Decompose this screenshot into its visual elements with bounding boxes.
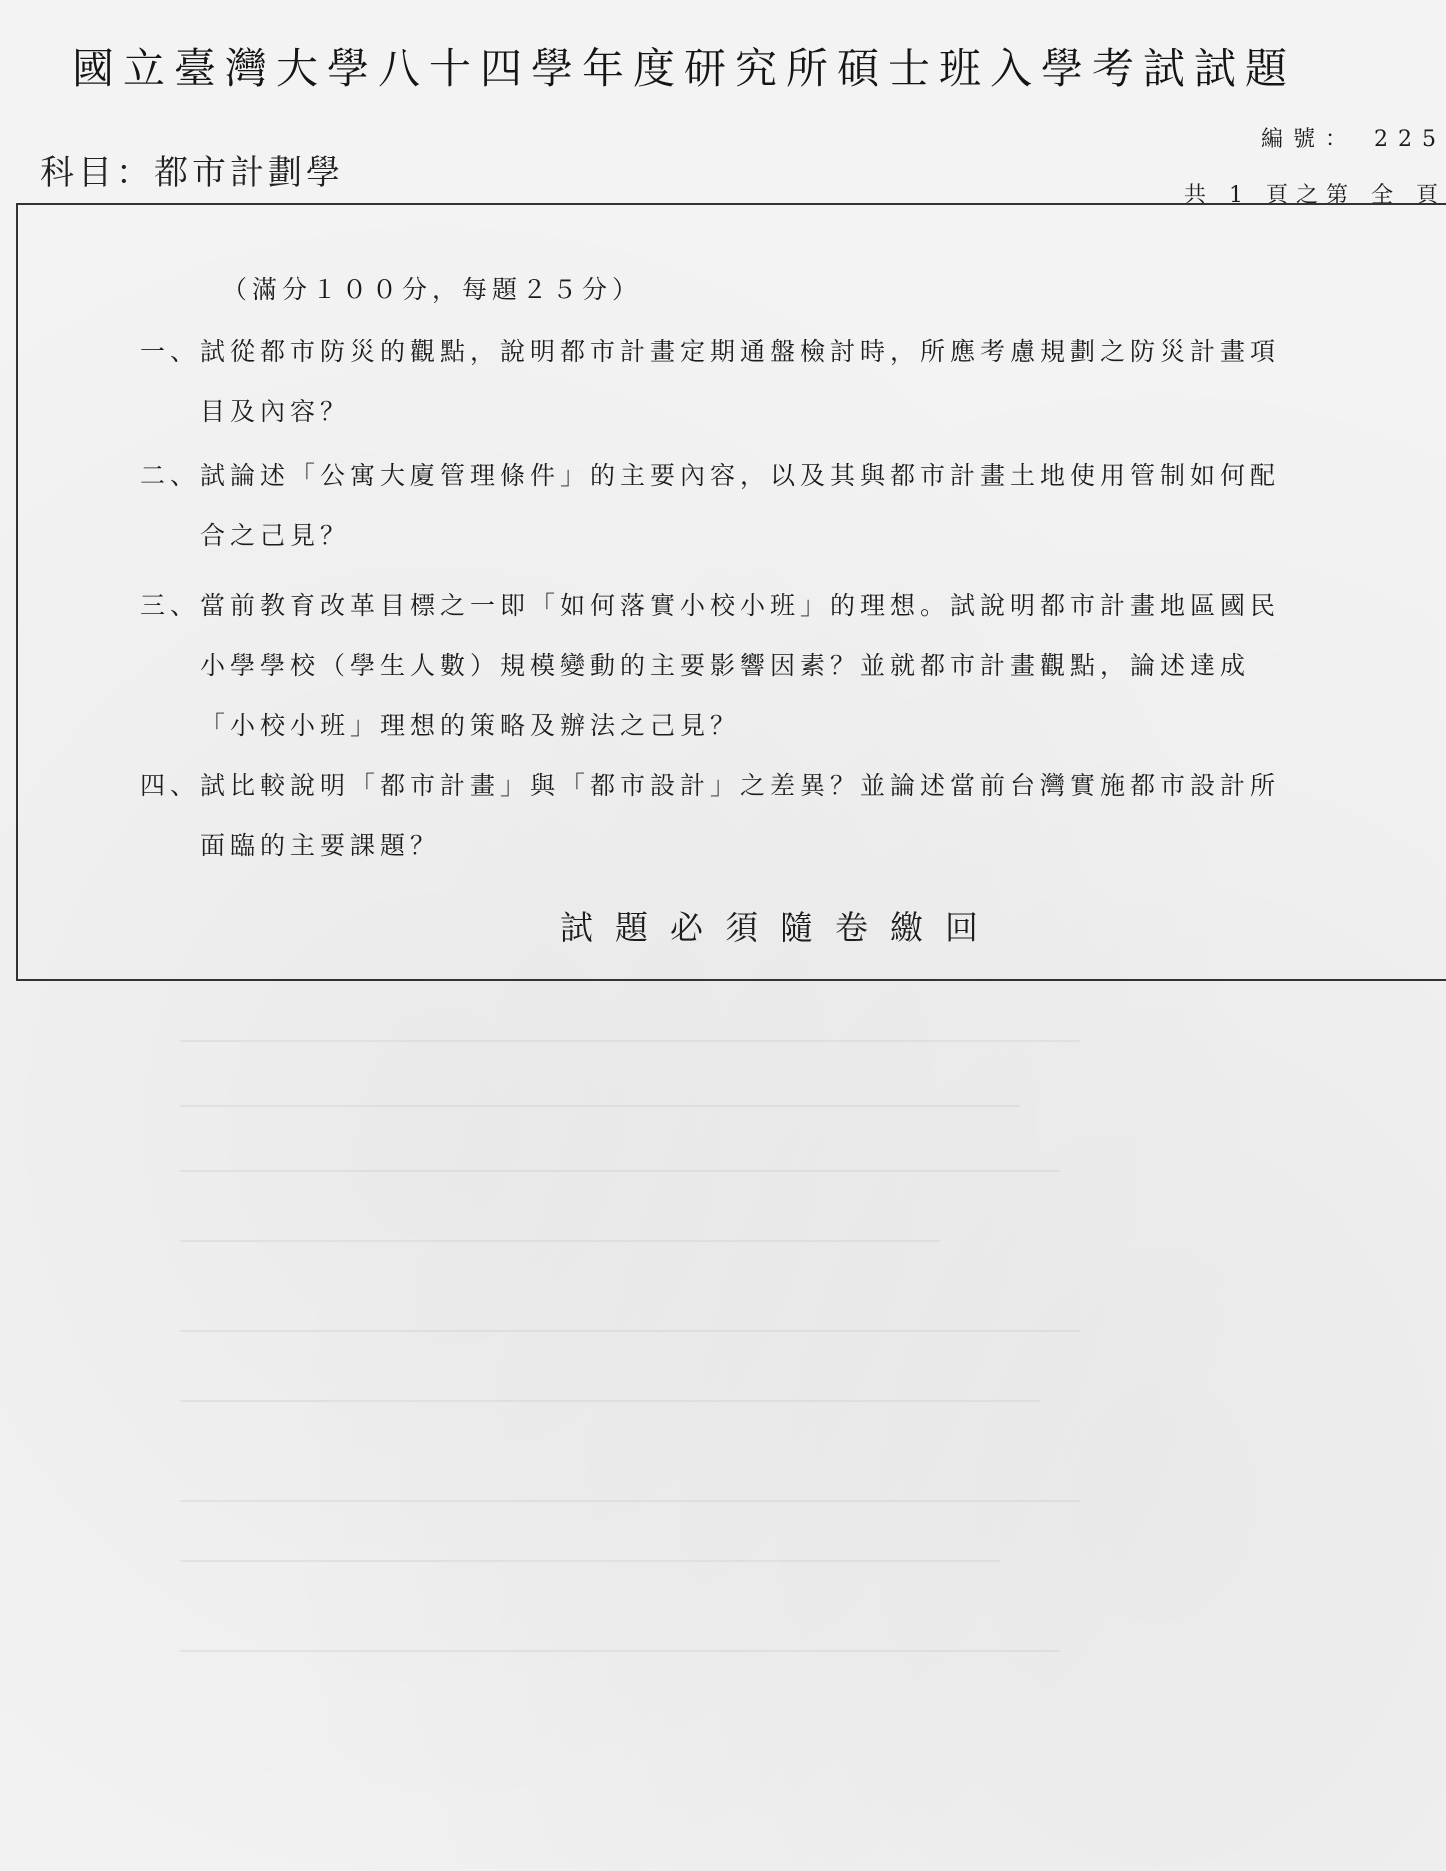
question-line: 面臨的主要課題？ — [200, 831, 441, 860]
bleed-through-line — [180, 1650, 1060, 1652]
exam-title: 國立臺灣大學八十四學年度研究所碩士班入學考試試題 — [72, 44, 1297, 93]
bleed-through-line — [180, 1170, 1060, 1172]
question-line: 小學學校（學生人數）規模變動的主要影響因素？並就都市計畫觀點，論述達成 — [200, 651, 1251, 680]
question-number: 四、 — [140, 771, 201, 800]
question-3 — [140, 576, 1360, 756]
bleed-through-line — [180, 1105, 1020, 1107]
bleed-through-line — [180, 1500, 1080, 1502]
question-number: 一、 — [140, 337, 201, 366]
question-line: 試比較說明「都市計畫」與「都市設計」之差異？並論述當前台灣實施都市設計所 — [200, 771, 1281, 800]
question-line: 試論述「公寓大廈管理條件」的主要內容，以及其與都市計畫土地使用管制如何配 — [200, 461, 1281, 490]
question-line: 試從都市防災的觀點，說明都市計畫定期通盤檢討時，所應考慮規劃之防災計畫項 — [200, 337, 1281, 366]
question-number: 三、 — [140, 591, 201, 620]
bleed-through-line — [180, 1240, 940, 1242]
bleed-through-line — [180, 1400, 1040, 1402]
question-line: 「小校小班」理想的策略及辦法之己見？ — [200, 711, 741, 740]
question-line: 合之己見？ — [200, 521, 351, 550]
question-number: 二、 — [140, 461, 201, 490]
question-1 — [140, 322, 1360, 442]
question-line: 當前教育改革目標之一即「如何落實小校小班」的理想。試說明都市計畫地區國民 — [200, 591, 1281, 620]
score-note: （滿分１００分，每題２５分） — [222, 275, 643, 304]
bleed-through-line — [180, 1560, 1000, 1562]
bleed-through-line — [180, 1330, 1080, 1332]
page-count: 共 1 頁之第 全 頁 — [1184, 183, 1446, 208]
question-2 — [140, 446, 1360, 566]
question-line: 目及內容？ — [200, 397, 351, 426]
exam-subject: 科目：都市計劃學 — [40, 153, 344, 193]
exam-code: 編號： 225 — [1261, 127, 1446, 152]
return-note: 試題必須隨卷繳回 — [560, 908, 1000, 947]
question-4 — [140, 756, 1360, 876]
bleed-through-line — [180, 1040, 1080, 1042]
